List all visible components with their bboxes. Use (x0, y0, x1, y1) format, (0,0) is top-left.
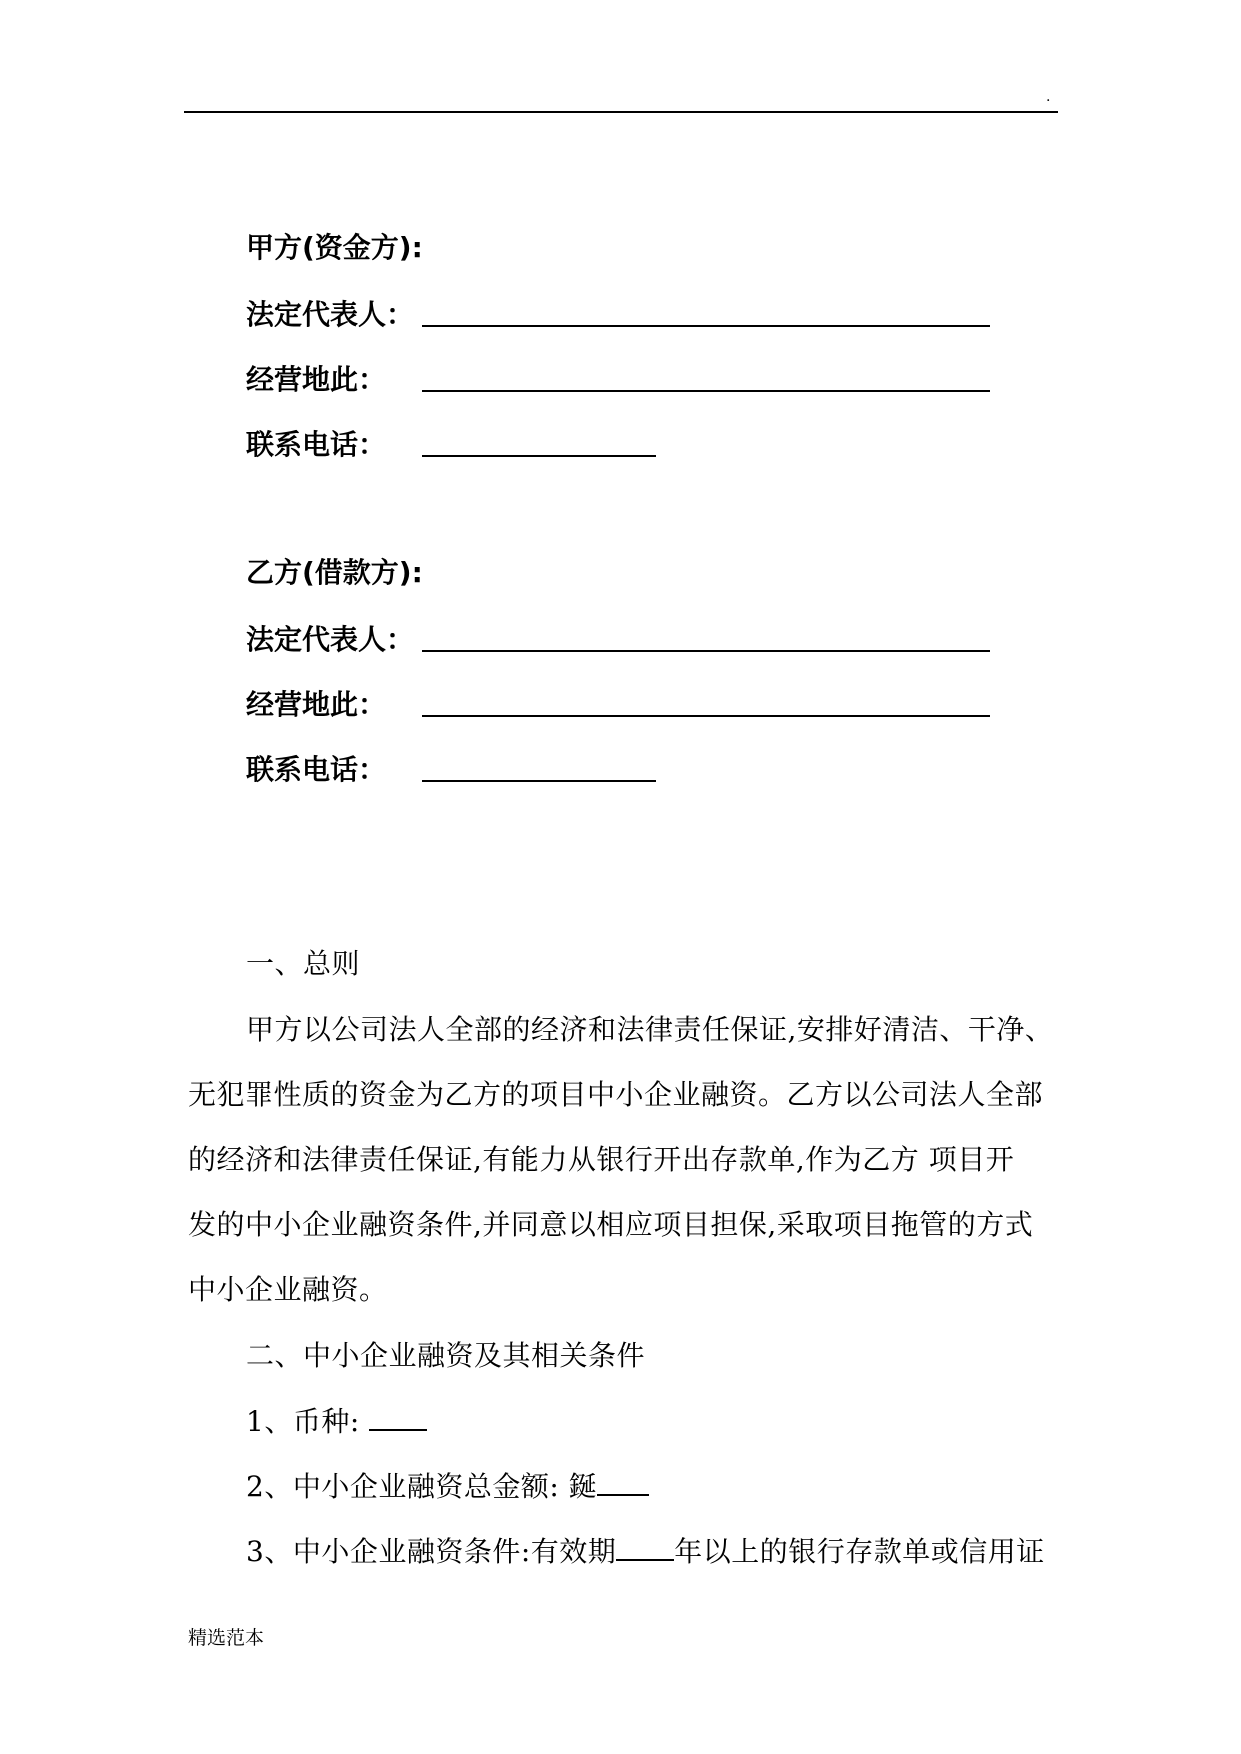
currency-blank[interactable] (369, 1403, 427, 1431)
total-amount-blank[interactable] (597, 1468, 649, 1496)
paragraph-1-line-3: 的经济和法律责任保证,有能力从银行开出存款单,作为乙方 项目开 (188, 1143, 1015, 1176)
item-2-line (246, 1468, 649, 1505)
item-3-line (246, 1533, 1045, 1570)
section-1-heading: 一、总则 (246, 947, 361, 980)
item-3-prefix: 3、中小企业融资条件:有效期 (246, 1535, 617, 1568)
item-3-suffix: 年以上的银行存款单或信用证 (674, 1535, 1045, 1568)
party-b-phone-blank[interactable] (422, 780, 656, 782)
section-2-heading: 二、中小企业融资及其相关条件 (246, 1339, 646, 1372)
paragraph-1-line-4: 发的中小企业融资条件,并同意以相应项目担保,采取项目拖管的方式 (188, 1208, 1034, 1241)
validity-years-blank[interactable] (616, 1533, 674, 1561)
paragraph-1-line-1: 甲方以公司法人全部的经济和法律责任保证,安排好清洁、干净、 (246, 1013, 1054, 1046)
party-b-rep-blank[interactable] (422, 650, 990, 652)
party-a-rep-blank[interactable] (422, 325, 990, 327)
party-a-rep-label: 法定代表人： (246, 298, 415, 331)
party-a-title: 甲方(资金方): (246, 231, 423, 264)
footer-label: 精选范本 (188, 1627, 265, 1649)
party-b-phone-label: 联系电话： (246, 753, 387, 786)
item-1-line (246, 1403, 427, 1440)
item-2-label: 2、中小企业融资总金额: 鋋 (246, 1470, 598, 1503)
paragraph-1-line-5: 中小企业融资。 (188, 1273, 388, 1306)
item-1-label: 1、币种: (246, 1405, 370, 1438)
party-b-rep-label: 法定代表人： (246, 623, 415, 656)
party-b-title: 乙方(借款方): (246, 556, 423, 589)
header-mark: . (1046, 89, 1051, 105)
party-a-address-blank[interactable] (422, 390, 990, 392)
party-a-phone-label: 联系电话： (246, 428, 387, 461)
party-a-address-label: 经营地此： (246, 363, 387, 396)
party-b-address-label: 经营地此： (246, 688, 387, 721)
paragraph-1-line-2: 无犯罪性质的资金为乙方的项目中小企业融资。乙方以公司法人全部 (188, 1078, 1044, 1111)
party-a-phone-blank[interactable] (422, 455, 656, 457)
party-b-address-blank[interactable] (422, 715, 990, 717)
header-rule (184, 111, 1058, 113)
